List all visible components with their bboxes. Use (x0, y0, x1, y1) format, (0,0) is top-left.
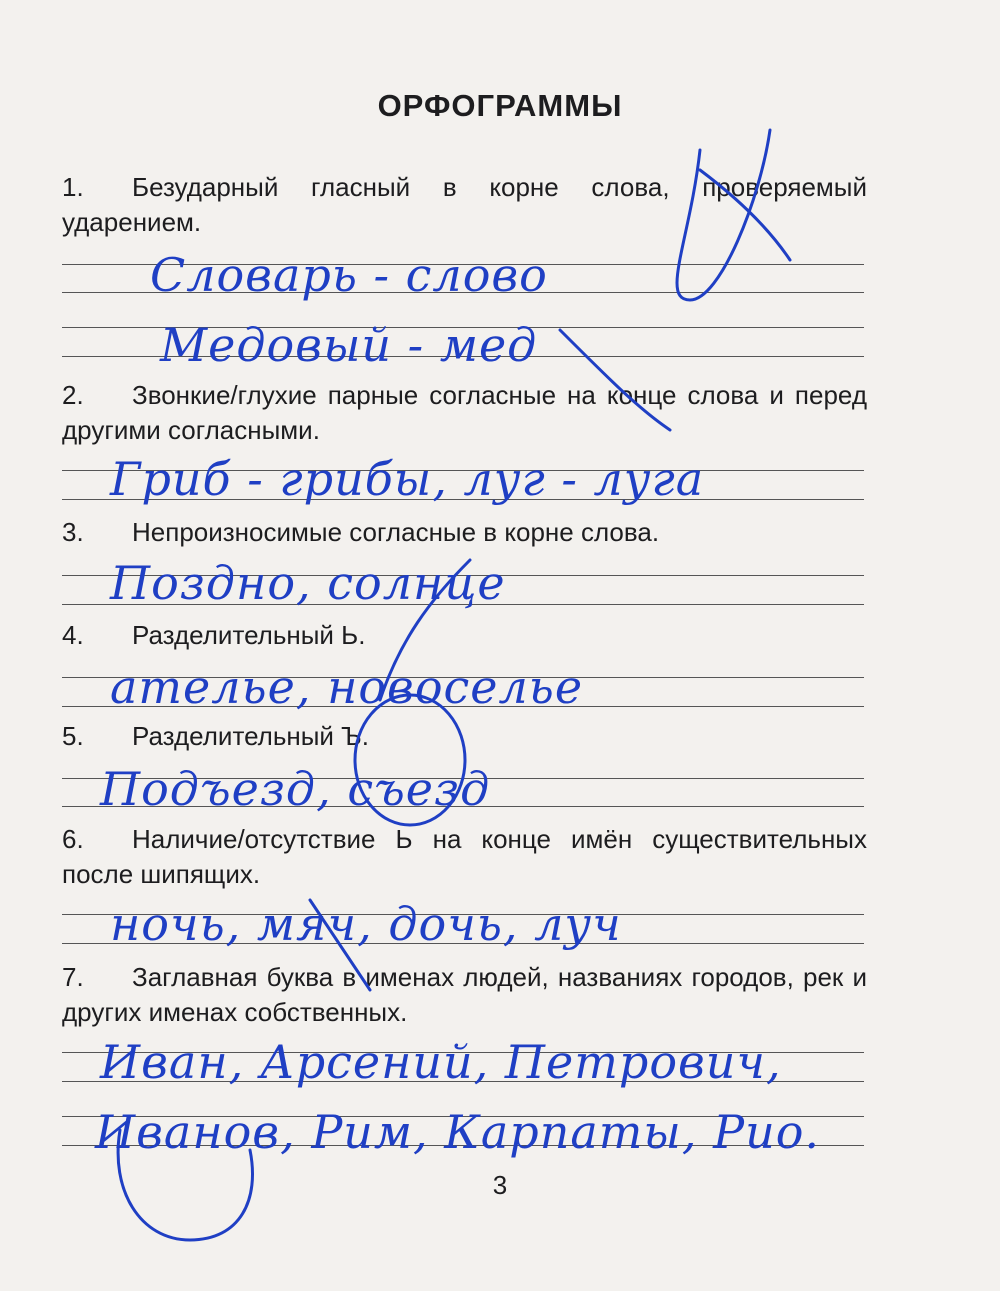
handwritten-answer: Подъезд, съезд (100, 762, 491, 816)
handwritten-answer: Словарь - слово (150, 248, 548, 302)
handwritten-answer: Гриб - грибы, луг - луга (110, 452, 705, 506)
handwritten-answer: Иванов, Рим, Карпаты, Рио. (95, 1105, 821, 1159)
handwritten-answer: Иван, Арсений, Петрович, (100, 1035, 782, 1089)
item-number: 3. (62, 517, 84, 547)
item-text: Звонкие/глухие парные согласные на конце слова и перед другими согласными. (62, 380, 867, 445)
item-number: 2. (62, 380, 84, 410)
item-text: Безударный гласный в корне слова, проверяемый ударением. (62, 172, 867, 237)
check-mark-stroke (700, 170, 790, 260)
circle-stroke (355, 695, 465, 825)
item-text: Разделительный Ь. (132, 620, 366, 650)
item-number: 5. (62, 721, 84, 751)
page-title: ОРФОГРАММЫ (377, 88, 623, 123)
item-number: 4. (62, 620, 84, 650)
item-number: 7. (62, 962, 84, 992)
page-number: 3 (492, 1170, 508, 1200)
item-text: Заглавная буква в именах людей, названиях городов, рек и других именах собственных. (62, 962, 867, 1027)
item-text: Непроизносимые согласные в корне слова. (132, 517, 660, 547)
item-number: 1. (62, 172, 84, 202)
check-mark-stroke (310, 900, 370, 990)
item-number: 6. (62, 824, 84, 854)
handwritten-answer: Медовый - мед (160, 318, 538, 372)
item-text: Наличие/отсутствие Ь на конце имён существительных после шипящих. (62, 824, 867, 889)
handwritten-answer: ночь, мяч, дочь, луч (110, 897, 622, 951)
check-mark-stroke (380, 560, 470, 700)
item-text: Разделительный Ъ. (132, 721, 369, 751)
handwritten-answer: ателье, новоселье (110, 660, 584, 714)
handwritten-answer: Поздно, солнце (110, 556, 506, 610)
check-mark-stroke (677, 130, 770, 300)
check-mark-stroke (560, 330, 670, 430)
